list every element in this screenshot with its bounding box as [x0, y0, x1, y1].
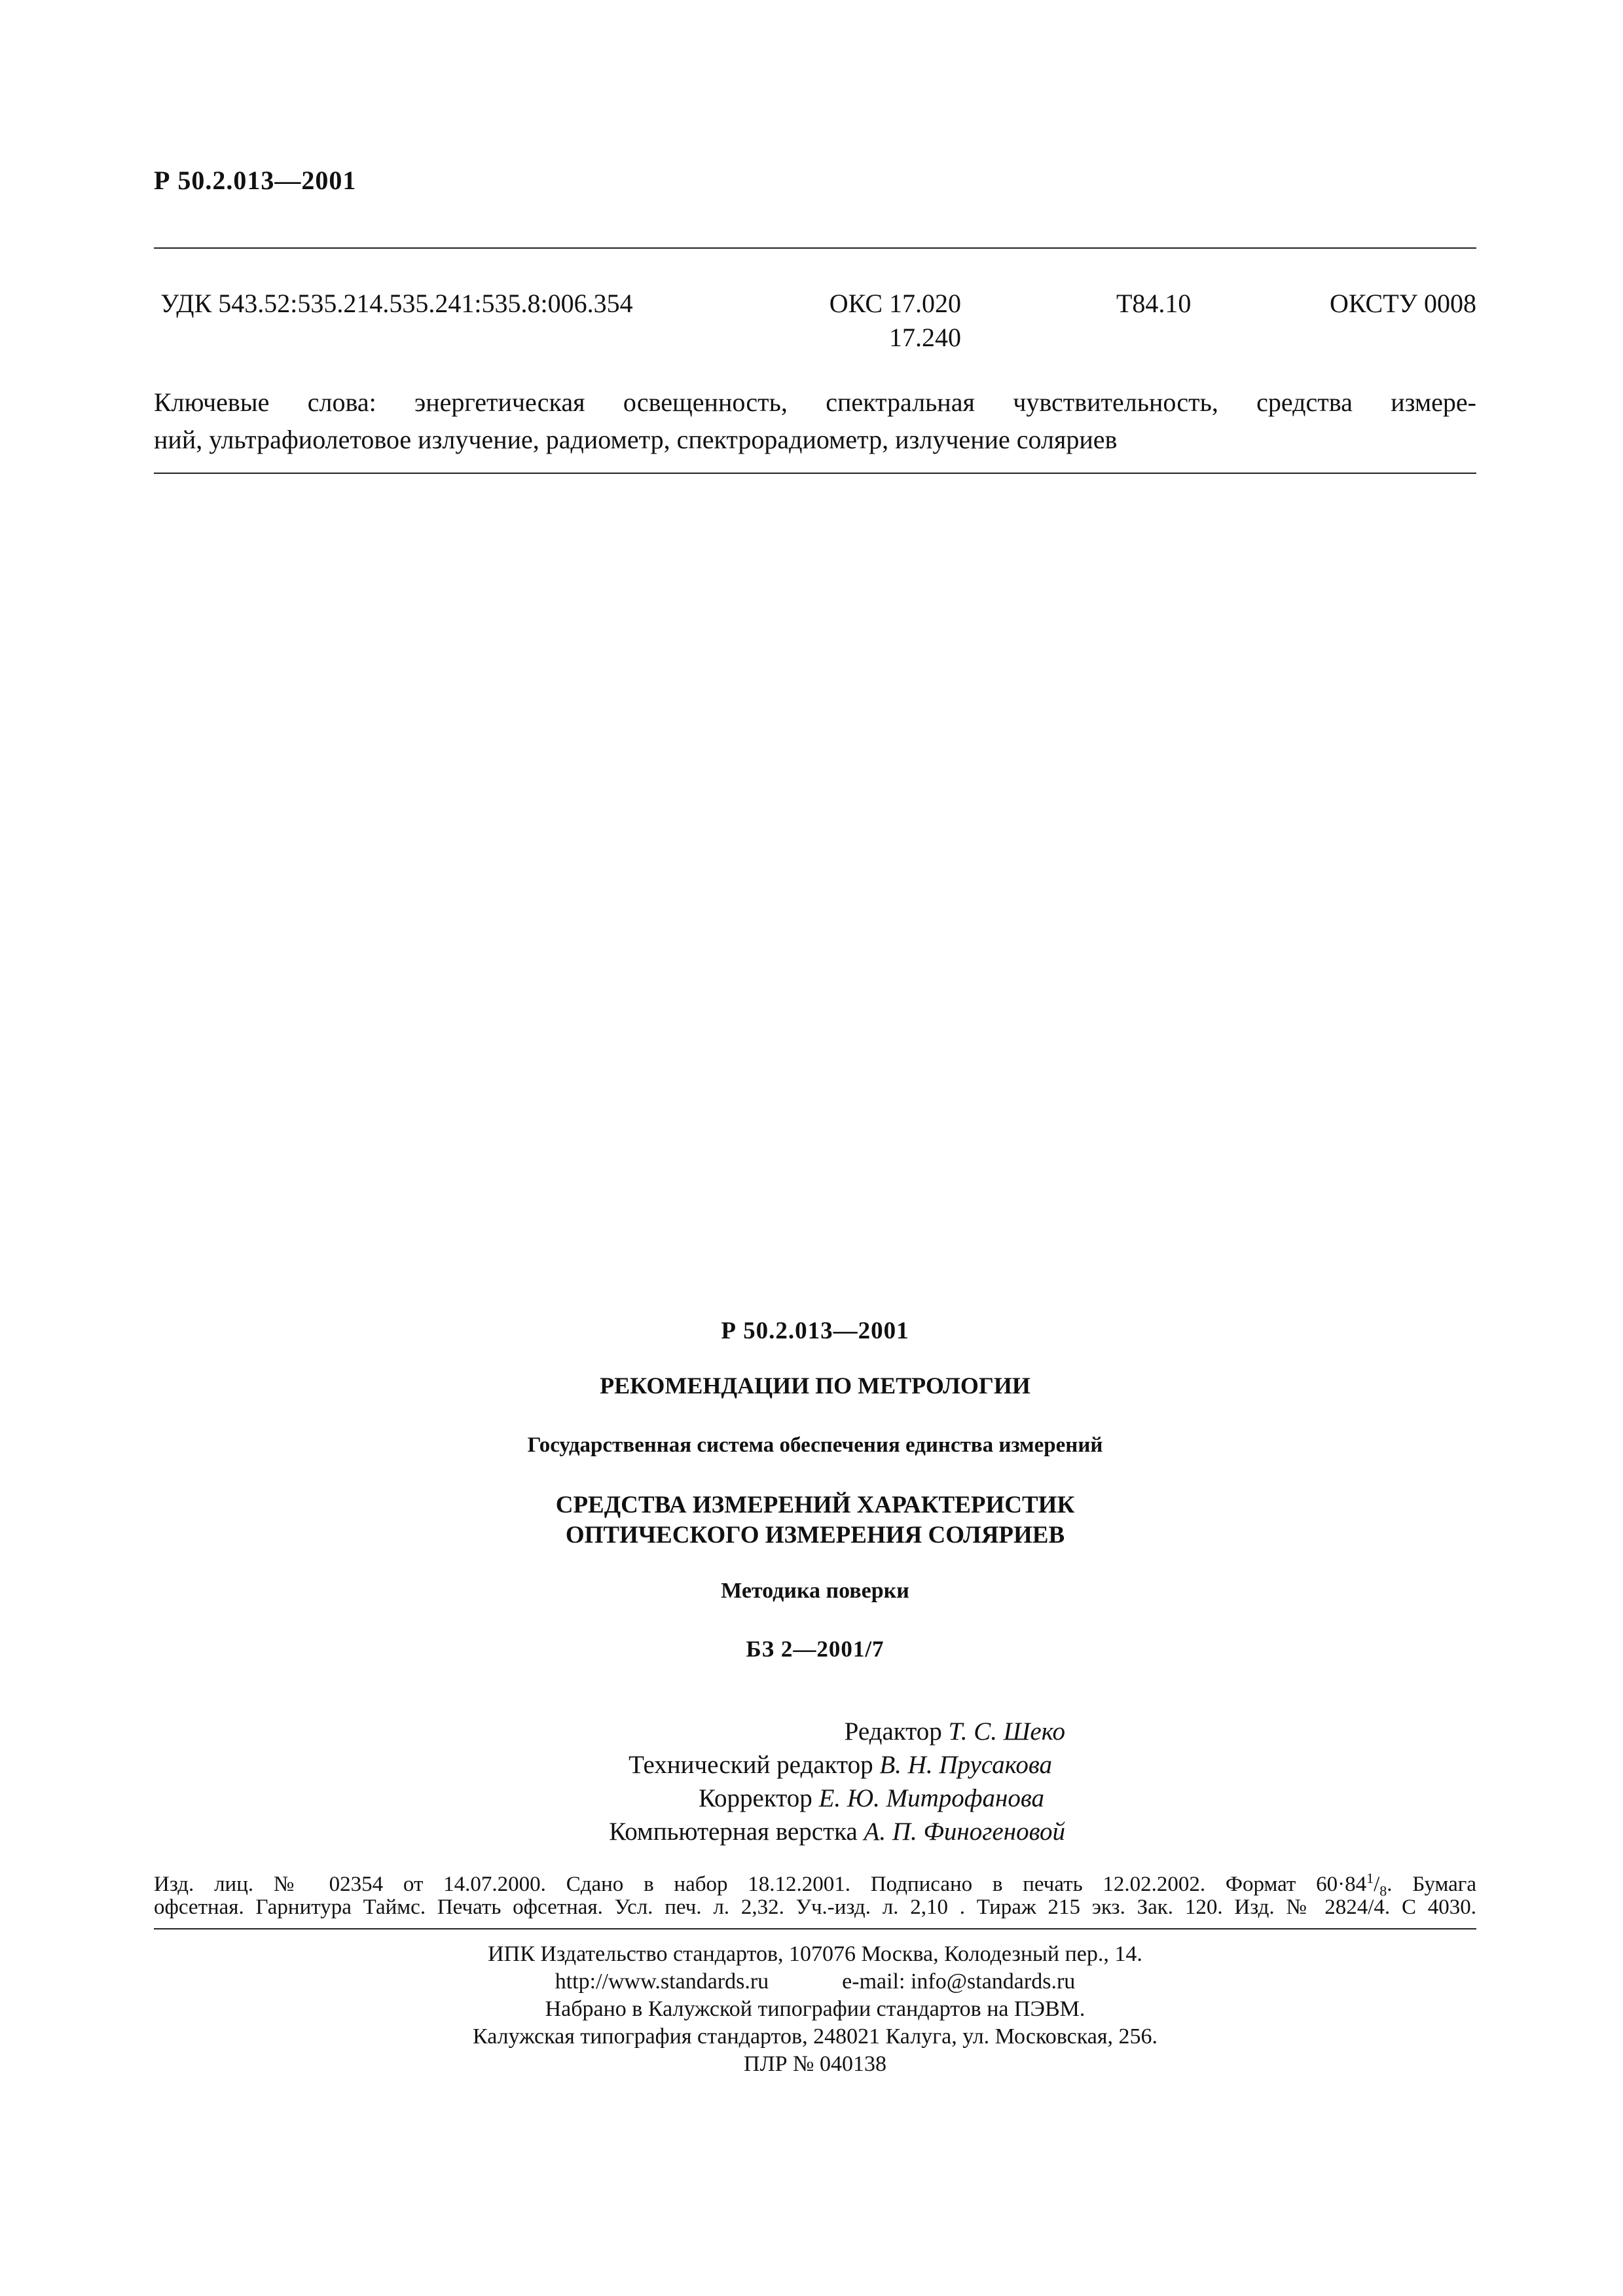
credit-layout-name: А. П. Финогеновой [864, 1818, 1065, 1846]
credit-tech-editor [0, 1750, 1052, 1780]
imprint-system-name: Государственная система обеспечения единства измерений [527, 1433, 1103, 1457]
group-code: Т84.10 [1116, 289, 1192, 318]
imprint-title-line2: ОПТИЧЕСКОГО ИЗМЕРЕНИЯ СОЛЯРИЕВ [565, 1522, 1065, 1549]
imprint-doc-type: РЕКОМЕНДАЦИИ ПО МЕТРОЛОГИИ [600, 1372, 1030, 1399]
print-info-line2: офсетная. Гарнитура Таймс. Печать офсетная. Усл. печ. л. 2,32. Уч.-изд. л. 2,10 . Тираж 215 экз. Зак. 120. Изд. № 2824/4. С 4030. [154, 1895, 1476, 1919]
publisher-typeset-note: Набрано в Калужской типографии стандартов на ПЭВМ. [545, 1997, 1085, 2021]
publisher-printing-house: Калужская типография стандартов, 248021 Калуга, ул. Московская, 256. [473, 2024, 1158, 2049]
print-info-line1: Изд. лиц. № 02354 от 14.07.2000. Сдано в набор 18.12.2001. Подписано в печать 12.02.2002. Формат $60\cdot 84^1/_8$. Бумага [154, 1870, 1476, 1899]
credit-proofreader [0, 1784, 1044, 1813]
page-header-doc-number: Р 50.2.013—2001 [154, 166, 357, 195]
header-rule [154, 247, 1476, 249]
imprint-title [154, 1490, 1476, 1551]
credit-editor [0, 1717, 1065, 1746]
oks-code-line1: ОКС 17.020 [829, 289, 961, 318]
credit-proofreader-name: Е. Ю. Митрофанова [818, 1784, 1044, 1812]
print-info-line1-text: Изд. лиц. № 02354 от 14.07.2000. Сдано в набор 18.12.2001. Подписано в печать 12.02.2002. Формат 60·84 [154, 1873, 1367, 1896]
oks-code [804, 287, 961, 355]
oks-code-line2: 17.240 [889, 323, 961, 352]
credit-tech-editor-role: Технический редактор [629, 1751, 873, 1779]
keywords-block [154, 384, 1476, 458]
credit-layout-role: Компьютерная верстка [609, 1818, 858, 1846]
print-info-line1-end: . Бумага [1387, 1873, 1476, 1896]
credit-editor-role: Редактор [844, 1717, 942, 1746]
keywords-rule [154, 473, 1476, 474]
udk-code: УДК 543.52:535.214.535.241:535.8:006.354 [160, 289, 633, 318]
imprint-title-line1: СРЕДСТВА ИЗМЕРЕНИЙ ХАРАКТЕРИСТИК [555, 1492, 1075, 1518]
imprint-bz-number: БЗ 2—2001/7 [746, 1636, 884, 1662]
format-fraction-denominator: 8 [1379, 1882, 1387, 1899]
keywords-line2: ний, ультрафиолетовое излучение, радиометр, спектрорадиометр, излучение соляриев [154, 425, 1118, 454]
publisher-contacts [154, 1968, 1476, 1996]
keywords-line1: Ключевые слова: энергетическая освещенность, спектральная чувствительность, средства измере- [154, 387, 1476, 417]
publisher-plr-number: ПЛР № 040138 [744, 2052, 886, 2076]
credit-editor-name: Т. С. Шеко [948, 1717, 1065, 1746]
credit-layout [0, 1817, 1065, 1846]
print-info-rule [154, 1928, 1476, 1929]
imprint-doc-number: Р 50.2.013—2001 [721, 1318, 909, 1344]
imprint-method: Методика поверки [721, 1579, 909, 1603]
credit-tech-editor-name: В. Н. Прусакова [879, 1751, 1052, 1779]
format-fraction-numerator: 1 [1366, 1870, 1374, 1886]
publisher-email: e-mail: info@standards.ru [842, 1969, 1076, 1994]
credit-proofreader-role: Корректор [698, 1784, 812, 1812]
publisher-website: http://www.standards.ru [555, 1969, 769, 1994]
publisher-address: ИПК Издательство стандартов, 107076 Москва, Колодезный пер., 14. [488, 1942, 1142, 1966]
okstu-code: ОКСТУ 0008 [1329, 289, 1476, 318]
